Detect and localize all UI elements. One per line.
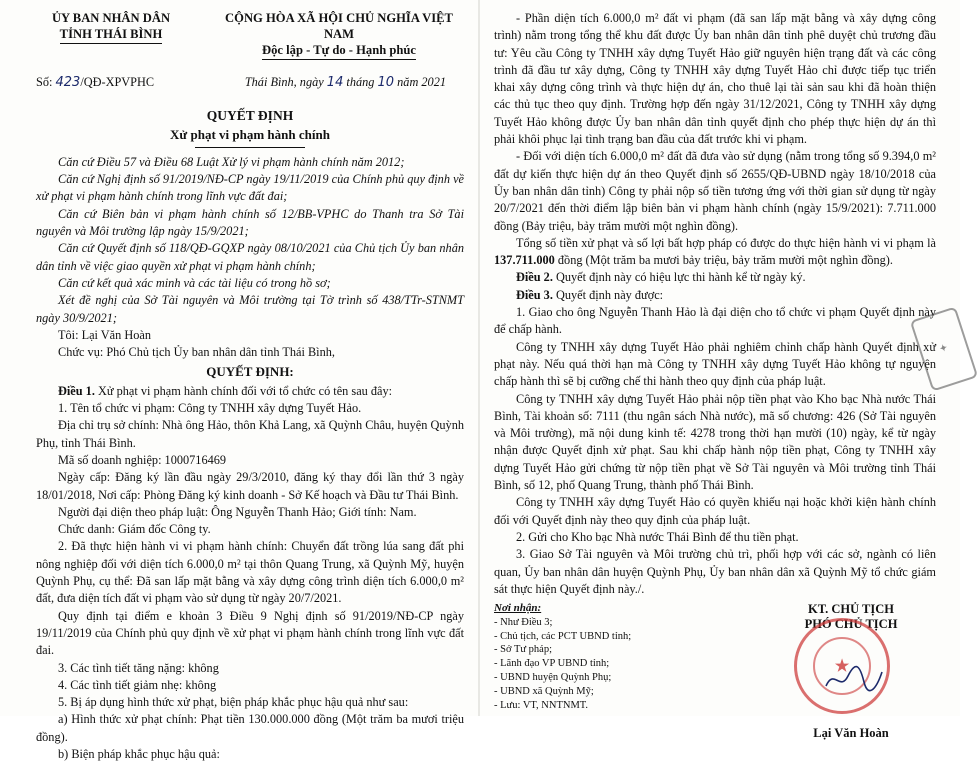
- list-item: Địa chỉ trụ sở chính: Nhà ông Hảo, thôn Khả Lang, xã Quỳnh Châu, huyện Quỳnh Phụ, tỉnh Thái Bình.: [36, 418, 464, 450]
- recipients-list: [494, 602, 694, 741]
- list-item: Mã số doanh nghiệp: 1000716469: [58, 452, 227, 467]
- list-item: 5. Bị áp dụng hình thức xử phạt, biện pháp khắc phục hậu quả như sau:: [58, 695, 409, 710]
- list-item: 2. Đã thực hiện hành vi vi phạm hành chính: Chuyển đất trồng lúa sang đất phi nông nghiệp đối với diện tích 6.000,0 m² tại thôn Quang Trung, xã Quỳnh Mỹ, huyện Quỳnh Phụ, cụ thể: Đã san lấp mặt bằng và xây dựng công trình diện tích 6.000,0 m² đất, đưa diện tích đất vi phạm vào sử dụng từ ngày 20/7/2021.: [36, 539, 464, 606]
- recipient-item: - Sở Tư pháp;: [494, 644, 553, 656]
- right-column: [480, 0, 960, 741]
- total-amount: 137.711.000: [494, 253, 555, 268]
- list-item: 1. Tên tổ chức vi phạm: Công ty TNHH xây dựng Tuyết Hảo.: [58, 401, 362, 416]
- list-item: b) Biện pháp khắc phục hậu quả:: [58, 746, 220, 761]
- decision-heading: QUYẾT ĐỊNH:: [206, 364, 294, 380]
- article-3: Điều 3. Quyết định này được:: [516, 287, 664, 302]
- list-item: Quy định tại điểm e khoản 3 Điều 9 Nghị định số 91/2019/NĐ-CP ngày 19/11/2019 của Chính phủ quy định về xử phạt vi phạm hành chính trong lĩnh vực đất đai.: [36, 608, 464, 658]
- side-stamp: ✦: [910, 306, 978, 391]
- document-header: [36, 10, 464, 60]
- nation-line-1: CỘNG HÒA XÃ HỘI CHỦ NGHĨA VIỆT NAM: [225, 11, 453, 41]
- list-item: Công ty TNHH xây dựng Tuyết Hảo phải nghiêm chỉnh chấp hành Quyết định xử phạt này. Nếu quá thời hạn mà Công ty TNHH xây dựng Tuyết Hảo không tự nguyện chấp hành thì sẽ bị cưỡng chế thi hành theo quy định của pháp luật.: [494, 339, 936, 389]
- signature-block: [494, 602, 936, 741]
- legal-basis-1: Căn cứ Điều 57 và Điều 68 Luật Xử lý vi phạm hành chính năm 2012;: [58, 154, 405, 169]
- list-item: Người đại diện theo pháp luật: Ông Nguyễn Thanh Hảo; Giới tính: Nam.: [58, 504, 417, 519]
- document-meta: [36, 74, 464, 91]
- list-item: 3. Các tình tiết tăng nặng: không: [58, 660, 219, 675]
- signer-title-2: PHÓ CHỦ TỊCH: [804, 617, 898, 632]
- nation-line-2: Độc lập - Tự do - Hạnh phúc: [262, 42, 416, 60]
- article-1: Điều 1. Xử phạt vi phạm hành chính đối với tổ chức có tên sau đây:: [58, 383, 393, 398]
- left-column: [0, 0, 478, 761]
- handwritten-day: 14: [326, 75, 344, 90]
- signer-name: Lại Văn Hoàn: [813, 726, 889, 741]
- legal-basis-4: Căn cứ Quyết định số 118/QĐ-GQXP ngày 08/10/2021 của Chủ tịch Ủy ban nhân dân tỉnh về việc giao quyền xử phạt vi phạm hành chính;: [36, 241, 464, 273]
- recipient-item: - Lưu: VT, NNTNMT.: [494, 699, 589, 711]
- document-number: Số: 423/QĐ-XPVPHC: [36, 75, 155, 90]
- legal-basis-5: Căn cứ kết quả xác minh và các tài liệu có trong hồ sơ;: [58, 275, 331, 290]
- title-underline: [195, 147, 305, 148]
- recipient-item: - Chủ tịch, các PCT UBND tỉnh;: [494, 630, 632, 642]
- list-item: 3. Giao Sở Tài nguyên và Môi trường chủ trì, phối hợp với các sở, ngành có liên quan, Ủy ban nhân dân huyện Quỳnh Phụ, Ủy ban nhân dân xã Quỳnh Mỹ tổ chức giám sát thực hiện Quyết định này./.: [494, 547, 936, 596]
- legal-basis-2: Căn cứ Nghị định số 91/2019/NĐ-CP ngày 19/11/2019 của Chính phủ quy định về xử phạt vi phạm hành chính trong lĩnh vực đất đai;: [36, 172, 464, 204]
- total-penalty: Tổng số tiền xử phạt và số lợi bất hợp pháp có được do thực hiện hành vi vi phạm là 137.711.000 đồng (Một trăm ba mươi bảy triệu, bảy trăm mười một nghìn đồng).: [494, 235, 936, 268]
- national-motto: [214, 10, 464, 60]
- document-date: Thái Bình, ngày 14 tháng 10 năm 2021: [244, 75, 446, 90]
- legal-basis-3: Căn cứ Biên bản vi phạm hành chính số 12/BB-VPHC do Thanh tra Sở Tài nguyên và Môi trường lập ngày 15/9/2021;: [36, 206, 464, 239]
- recipient-item: - Lãnh đạo VP UBND tỉnh;: [494, 658, 610, 670]
- list-item: Ngày cấp: Đăng ký lần đầu ngày 29/3/2010, đăng ký thay đổi lần thứ 3 ngày 18/01/2018, Nơi cấp: Phòng Đăng ký kinh doanh - Sở Kế hoạch và Đầu tư Thái Bình.: [36, 470, 464, 502]
- article-2: Điều 2. Quyết định này có hiệu lực thi hành kể từ ngày ký.: [516, 270, 806, 285]
- page-title: QUYẾT ĐỊNH: [206, 108, 294, 124]
- list-item: Chức danh: Giám đốc Công ty.: [58, 522, 211, 537]
- signer-title-1: KT. CHỦ TỊCH: [807, 602, 894, 617]
- page-subtitle: Xử phạt vi phạm hành chính: [170, 126, 330, 142]
- list-item: 4. Các tình tiết giảm nhẹ: không: [58, 677, 217, 692]
- remedy-para-1: - Phần diện tích 6.000,0 m² đất vi phạm (đã san lấp mặt bằng và xây dựng công trình) nằm trong tổng thể khu đất được Ủy ban nhân dân tỉnh phê duyệt chủ trương đầu tư: Yêu cầu Công ty TNHH xây dựng Tuyết Hảo giữ nguyên hiện trạng đất và các công trình đã đầu tư xây dựng, Công ty TNHH xây dựng Tuyết Hảo chỉ được tiếp tục triển khai xây dựng công trình và thực hiện dự án, cho thuê lại tài sản sau khi đã hoàn thiện các thủ tục theo quy định. Trường hợp đến ngày 31/12/2021, Công ty TNHH xây dựng Tuyết Hảo không được Ủy ban nhân dân tỉnh quyết định cho phép thực hiện dự án thì phải khôi phục lại tình trạng ban đầu của đất trước khi vi phạm.: [494, 11, 936, 147]
- recipient-item: - UBND xã Quỳnh Mỹ;: [494, 685, 594, 697]
- list-item: 2. Gửi cho Kho bạc Nhà nước Thái Bình để thu tiền phạt.: [516, 529, 799, 544]
- agency-line-1: ỦY BAN NHÂN DÂN: [51, 11, 171, 25]
- star-emblem-icon: ★: [813, 637, 871, 695]
- agency-line-2: TỈNH THÁI BÌNH: [60, 26, 163, 44]
- recipients-heading: Nơi nhận:: [494, 602, 542, 615]
- legal-basis-6: Xét đề nghị của Sở Tài nguyên và Môi trường tại Tờ trình số 438/TTr-STNMT ngày 30/9/2021;: [36, 293, 464, 325]
- remedy-para-2: - Đối với diện tích 6.000,0 m² đất đã đưa vào sử dụng (nằm trong tổng số 9.394,0 m² đất dự kiến thực hiện dự án theo Quyết định số 2655/QĐ-UBND ngày 18/10/2018 của Ủy ban nhân dân tỉnh) Công ty phải nộp số tiền tương ứng với thời gian sử dụng từ ngày 20/7/2021 đến thời điểm lập biên bản vi phạm hành chính (ngày 15/9/2021): 7.711.000 đồng (Bảy triệu, bảy trăm mười một nghìn đồng).: [494, 149, 936, 233]
- signer-position-line: Chức vụ: Phó Chủ tịch Ủy ban nhân dân tỉnh Thái Bình,: [58, 345, 335, 360]
- issuing-agency: [36, 10, 186, 60]
- recipient-item: - Như Điều 3;: [494, 616, 553, 628]
- list-item: Công ty TNHH xây dựng Tuyết Hảo có quyền khiếu nại hoặc khởi kiện hành chính đối với Quyết định này theo quy định của pháp luật.: [494, 495, 936, 527]
- handwritten-month: 10: [377, 75, 395, 90]
- signer-name-line: Tôi: Lại Văn Hoàn: [58, 327, 152, 342]
- recipient-item: - UBND huyện Quỳnh Phụ;: [494, 672, 612, 684]
- list-item: a) Hình thức xử phạt chính: Phạt tiền 130.000.000 đồng (Một trăm ba mươi triệu đồng).: [36, 712, 464, 744]
- signature-scribble: [824, 664, 884, 694]
- signer-block: [766, 602, 936, 741]
- handwritten-number: 423: [55, 75, 81, 90]
- list-item: Công ty TNHH xây dựng Tuyết Hảo phải nộp tiền phạt vào Kho bạc Nhà nước Thái Bình, Tài khoản số: 7111 (thu ngân sách Nhà nước), mã số chương: 426 (Sở Tài nguyên và Môi trường), mã nội dung kinh tế: 4278 trong thời hạn mười (10) ngày, kể từ ngày nhận được Quyết định xử phạt. Sau khi chấp hành nộp tiền phạt, Công ty TNHH xây dựng Tuyết Hảo gửi chứng từ nộp tiền phạt về Sở Tài nguyên và Môi trường tỉnh Thái Bình, số 12, phố Quang Trung, thành phố Thái Bình.: [494, 391, 936, 493]
- list-item: 1. Giao cho ông Nguyễn Thanh Hảo là đại diện cho tổ chức vi phạm Quyết định này để chấp hành.: [494, 305, 936, 337]
